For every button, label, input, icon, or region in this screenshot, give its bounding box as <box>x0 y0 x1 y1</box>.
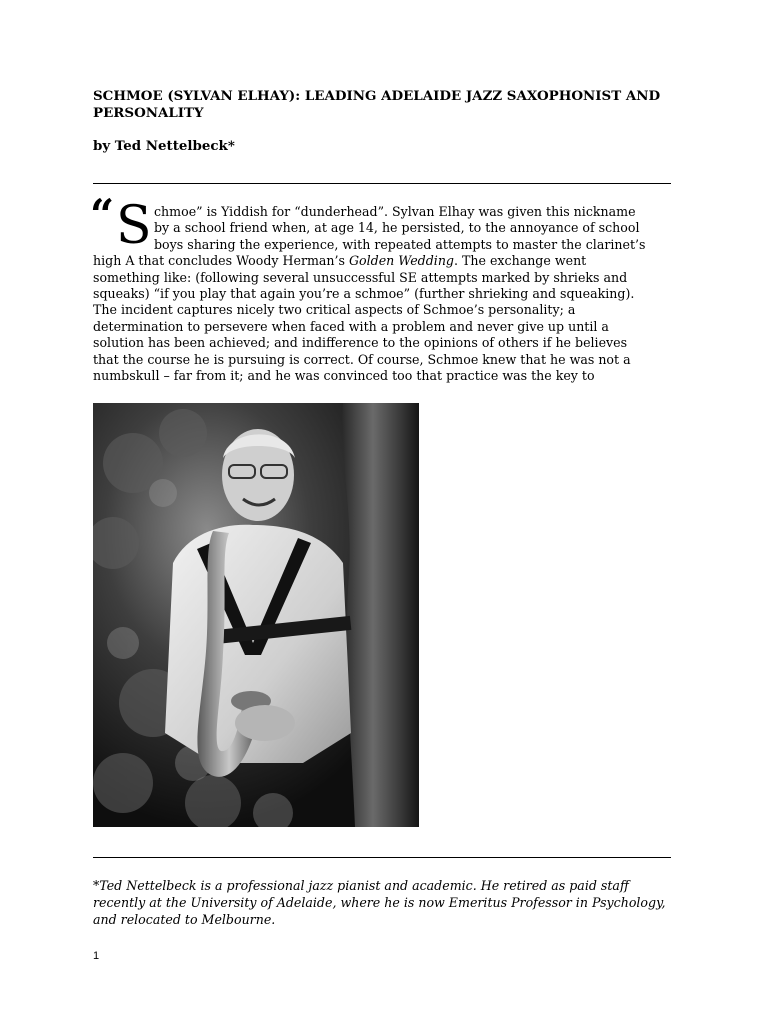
body-line: squeaks) “if you play that again you’re a schmoe” (further shrieking and squeaking). <box>93 285 635 301</box>
article-title: SCHMOE (SYLVAN ELHAY): LEADING ADELAIDE JAZZ SAXOPHONIST AND PERSONALITY <box>93 88 661 121</box>
body-line: solution has been achieved; and indifference to the opinions of others if he believes <box>93 335 628 351</box>
body-text-segment: high A that concludes Woody Herman’s <box>93 253 349 269</box>
body-line: determination to persevere when faced with a problem and never give up until a <box>93 318 609 334</box>
drop-quote-mark: “ <box>90 190 115 239</box>
drop-cap: S <box>116 196 152 256</box>
body-line: by a school friend when, at age 14, he persisted, to the annoyance of school <box>154 220 640 236</box>
article-body <box>93 204 678 384</box>
footnote-divider <box>93 857 671 858</box>
body-line: boys sharing the experience, with repeated attempts to master the clarinet’s <box>154 236 646 252</box>
body-text-segment: . The exchange went <box>454 253 587 269</box>
body-line: that the course he is pursuing is correct. Of course, Schmoe knew that he was not a <box>93 351 631 367</box>
article-byline: by Ted Nettelbeck* <box>93 138 235 154</box>
body-line: numbskull – far from it; and he was convinced too that practice was the key to <box>93 367 595 383</box>
photo-illustration <box>93 403 419 827</box>
body-line: something like: (following several unsuccessful SE attempts marked by shrieks and <box>93 269 628 285</box>
page-number: 1 <box>93 950 100 962</box>
top-divider <box>93 183 671 184</box>
body-line: chmoe” is Yiddish for “dunderhead”. Sylvan Elhay was given this nickname <box>154 204 636 219</box>
body-line: The incident captures nicely two critical aspects of Schmoe’s personality; a <box>93 302 576 318</box>
portrait-photo <box>93 403 419 827</box>
author-footnote: *Ted Nettelbeck is a professional jazz pianist and academic. He retired as paid staff recently at the University of Adelaide, where he is now Emeritus Professor in Psychology, and relocated to Melbourne. <box>93 878 666 927</box>
song-title: Golden Wedding <box>349 253 454 269</box>
body-line <box>93 253 678 269</box>
